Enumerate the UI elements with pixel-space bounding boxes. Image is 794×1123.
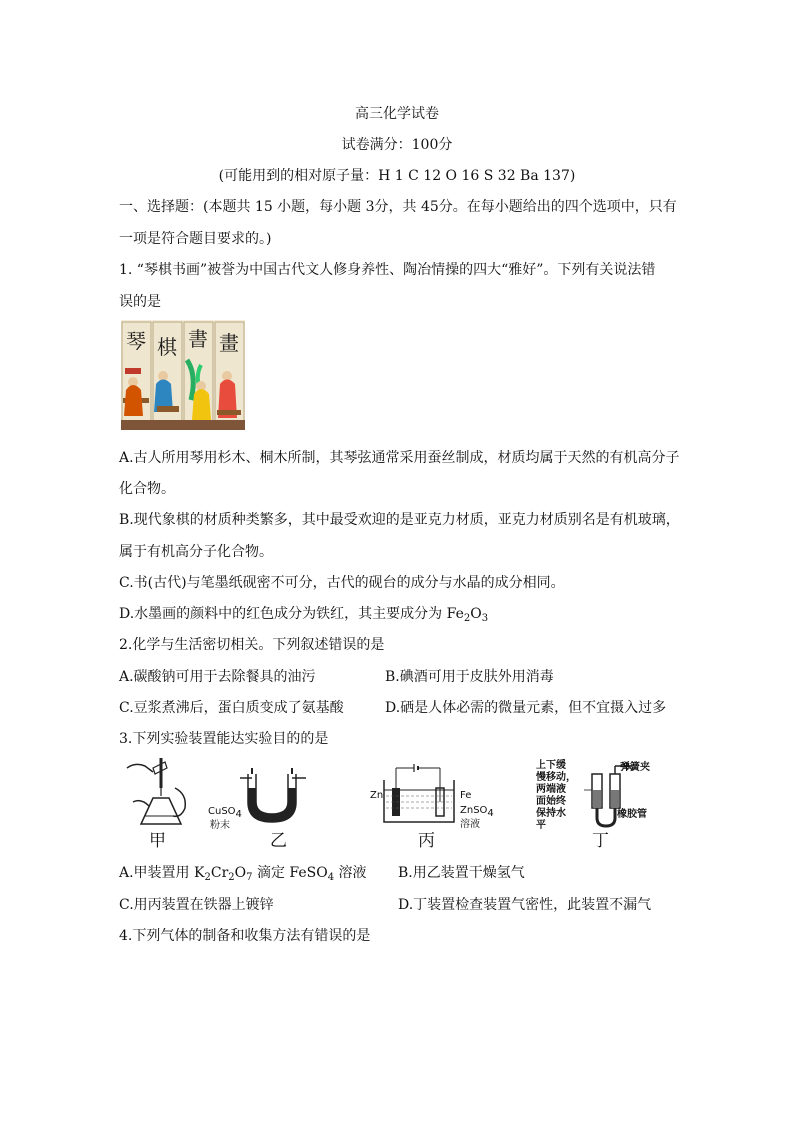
q1-stem-line1: 1. “琴棋书画”被誉为中国古代文人修身养性、陶冶情操的四大“雅好”。下列有关说法错 <box>119 262 656 278</box>
q3-option-b: B.用乙装置干燥氢气 <box>398 865 525 881</box>
figure-bing-label-zn: Zn <box>370 790 384 801</box>
section-intro-line2: 一项是符合题目要求的。) <box>119 231 272 247</box>
q1-option-a-line1: A.古人所用琴用杉木、桐木所制，其琴弦通常采用蚕丝制成，材质均属于天然的有机高分子 <box>119 450 680 466</box>
figure-bing-electroplating <box>380 762 460 826</box>
qin-qi-shu-hua-image <box>121 320 245 430</box>
image-char-qi: 棋 <box>157 335 177 359</box>
figure-ding-label-tube: 橡胶管 <box>617 809 647 820</box>
figure-ding-note: 上下缓 慢移动， 两端液 面始终 保持水 平 <box>536 760 576 831</box>
figure-yi-u-tube <box>230 758 320 828</box>
q1-stem-line2: 误的是 <box>119 294 161 310</box>
q3-stem: 3.下列实验装置能达实验目的的是 <box>119 731 329 747</box>
image-char-hua: 畫 <box>219 331 239 355</box>
q2-option-a: A.碳酸钠可用于去除餐具的油污 <box>119 669 316 685</box>
figure-bing-label-znso4: ZnSO$_4$ <box>460 805 494 819</box>
figure-bing-label-fe: Fe <box>460 790 472 801</box>
q1-option-c: C.书(古代)与笔墨纸砚密不可分，古代的砚台的成分与水晶的成分相同。 <box>119 575 565 591</box>
figure-bing-caption: 丙 <box>418 831 435 851</box>
exam-score: 试卷满分：100分 <box>341 137 453 153</box>
figure-bing-label-solution: 溶液 <box>460 819 480 830</box>
q2-stem: 2.化学与生活密切相关。下列叙述错误的是 <box>119 637 385 653</box>
exam-title: 高三化学试卷 <box>355 106 439 122</box>
q3-option-d: D.丁装置检查装置气密性，此装置不漏气 <box>398 897 652 913</box>
figure-yi-label-cuso4: CuSO$_4$ <box>208 806 242 820</box>
figure-ding-caption: 丁 <box>592 831 609 851</box>
q4-stem: 4.下列气体的制备和收集方法有错误的是 <box>119 928 371 944</box>
q1-option-a-line2: 化合物。 <box>119 481 175 497</box>
figure-yi-label-powder: 粉末 <box>210 820 230 831</box>
q1-option-d: D.水墨画的颜料中的红色成分为铁红，其主要成分为 $Fe_2O_3$ <box>119 606 489 624</box>
q3-option-a: A.甲装置用 $K_2Cr_2O_7$ 滴定 FeSO$_4$ 溶液 <box>119 865 367 883</box>
figure-jia-caption: 甲 <box>149 831 166 851</box>
figure-ding-label-clamp: 弹簧夹 <box>620 762 650 773</box>
image-char-qin: 琴 <box>126 329 146 353</box>
figure-jia-titration <box>125 758 195 830</box>
atomic-masses: (可能用到的相对原子量：H 1 C 12 O 16 S 32 Ba 137) <box>218 168 576 184</box>
section-intro-line1: 一、选择题：(本题共 15 小题，每小题 3分，共 45分。在每小题给出的四个选项中，只有 <box>119 199 677 215</box>
q2-option-d: D.硒是人体必需的微量元素，但不宜摄入过多 <box>385 700 667 716</box>
image-char-shu: 書 <box>188 327 208 351</box>
q3-option-c: C.用丙装置在铁器上镀锌 <box>119 897 274 913</box>
figure-yi-caption: 乙 <box>270 831 287 851</box>
q1-option-b-line1: B.现代象棋的材质种类繁多，其中最受欢迎的是亚克力材质，亚克力材质别名是有机玻璃， <box>119 512 680 528</box>
q1-option-b-line2: 属于有机高分子化合物。 <box>119 544 273 560</box>
q2-option-c: C.豆浆煮沸后，蛋白质变成了氨基酸 <box>119 700 344 716</box>
q2-option-b: B.碘酒可用于皮肤外用消毒 <box>385 669 554 685</box>
